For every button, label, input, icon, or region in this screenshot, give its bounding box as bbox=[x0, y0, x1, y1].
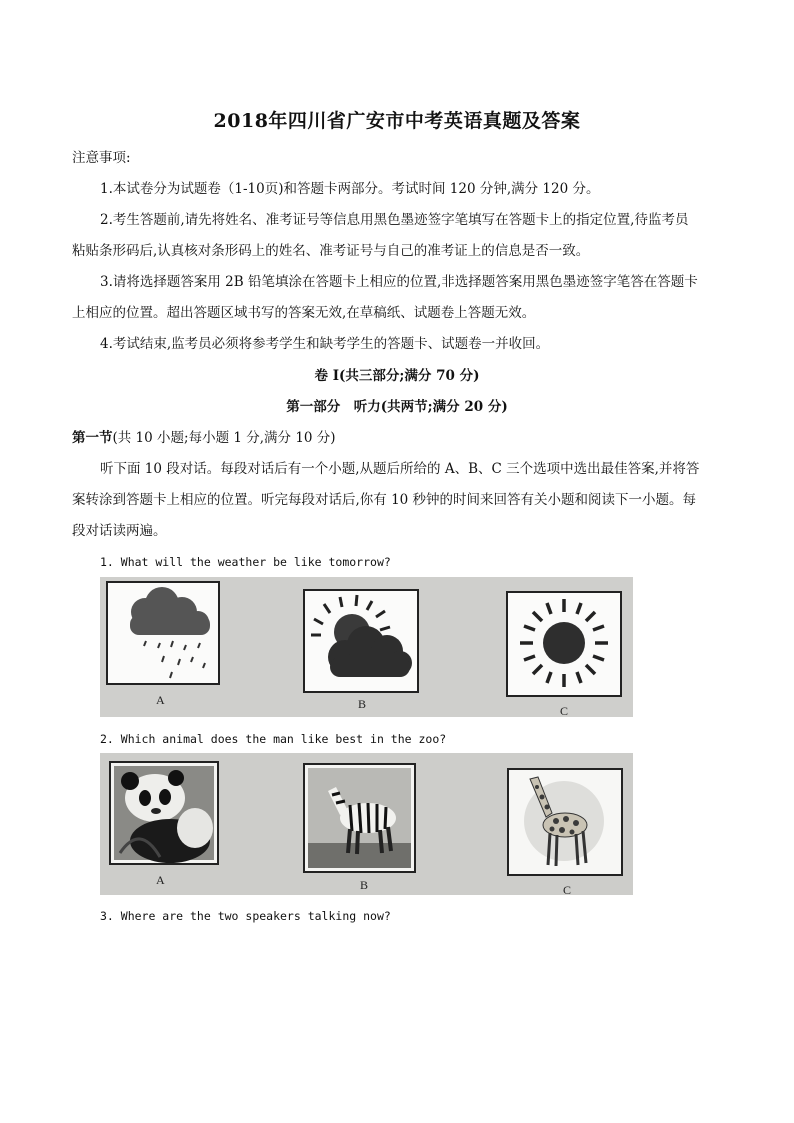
q2-option-b-label: B bbox=[360, 878, 369, 892]
instructions-line-1: 听下面 10 段对话。每段对话后有一个小题,从题后所给的 A、B、C 三个选项中选出最佳答案,并将答 bbox=[100, 461, 700, 477]
notice-item-1: 1.本试卷分为试题卷（1-10页)和答题卡两部分。考试时间 120 分钟,满分 120 分。 bbox=[100, 181, 600, 197]
sun-icon bbox=[507, 592, 621, 696]
notice-item-3: 3.请将选择题答案用 2B 铅笔填涂在答题卡上相应的位置,非选择题答案用黑色墨迹签字笔答在答题卡 bbox=[100, 274, 698, 290]
question-2-options-photo bbox=[100, 753, 633, 895]
section-heading-bold: 第一节 bbox=[72, 430, 113, 446]
notice-item-3-cont: 上相应的位置。超出答题区域书写的答案无效,在草稿纸、试题卷上答题无效。 bbox=[72, 305, 536, 321]
volume-heading: 卷 I(共三部分;满分 70 分) bbox=[314, 368, 480, 384]
panda-icon bbox=[110, 762, 218, 864]
zebra-icon bbox=[304, 764, 415, 872]
notice-item-2-cont: 粘贴条形码后,认真核对条形码上的姓名、准考证号与自己的准考证上的信息是否一致。 bbox=[72, 243, 590, 259]
notice-item-2: 2.考生答题前,请先将姓名、准考证号等信息用黑色墨迹签字笔填写在答题卡上的指定位置,待监考员 bbox=[100, 212, 689, 228]
question-1-options-photo bbox=[100, 577, 633, 717]
section-heading-rest: (共 10 小题;每小题 1 分,满分 10 分) bbox=[112, 430, 336, 446]
section-heading bbox=[72, 426, 336, 446]
q1-option-c-label: C bbox=[560, 704, 569, 717]
q2-option-c-label: C bbox=[563, 883, 572, 895]
notice-item-4: 4.考试结束,监考员必须将参考学生和缺考学生的答题卡、试题卷一并收回。 bbox=[100, 336, 550, 352]
question-3-text: 3. Where are the two speakers talking now? bbox=[100, 909, 391, 923]
q2-option-a-label: A bbox=[156, 873, 165, 887]
instructions-line-3: 段对话读两遍。 bbox=[72, 523, 167, 539]
giraffe-icon bbox=[508, 769, 622, 875]
page-title: 2018年四川省广安市中考英语真题及答案 bbox=[213, 110, 581, 132]
q1-option-a-label: A bbox=[156, 693, 165, 707]
q1-option-b-label: B bbox=[358, 697, 367, 711]
sun-behind-cloud-icon bbox=[304, 590, 418, 692]
part-heading: 第一部分 听力(共两节;满分 20 分) bbox=[286, 399, 508, 415]
question-2-text: 2. Which animal does the man like best in the zoo? bbox=[100, 732, 447, 746]
instructions-line-2: 案转涂到答题卡上相应的位置。听完每段对话后,你有 10 秒钟的时间来回答有关小题和阅读下一小题。每 bbox=[72, 492, 697, 508]
notice-heading: 注意事项: bbox=[72, 150, 131, 166]
rain-cloud-icon bbox=[107, 582, 219, 684]
question-1-text: 1. What will the weather be like tomorrow? bbox=[100, 555, 391, 569]
